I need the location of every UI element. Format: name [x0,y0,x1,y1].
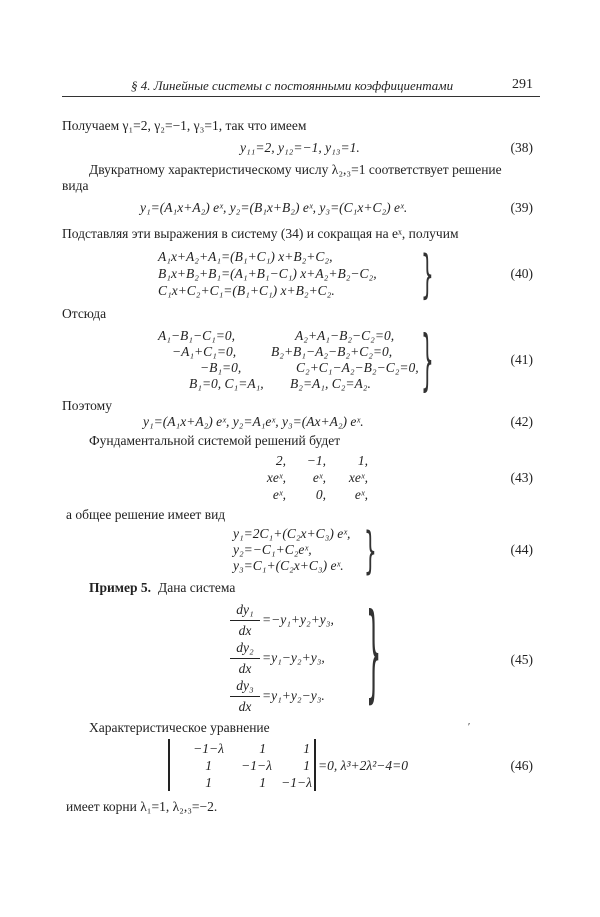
equation-42: y₁=(A₁x+A₂) eˣ, y₂=A₁eˣ, y₃=(Ax+A₂) eˣ. [143,414,364,429]
equation-number-45: (45) [510,652,533,667]
equation-41-left-4: B₁=0, C₁=A₁, [189,376,264,391]
equation-number-38: (38) [510,140,533,155]
eq43-r1c1: 2, [275,453,286,468]
equation-40-line-3: C₁x+C₂+C₁=(B₁+C₁) x+B₂+C₂. [158,283,335,298]
fraction-denominator: dx [238,699,252,714]
det-r2c3: 1 [303,758,310,773]
paragraph-5: Поэтому [62,398,112,413]
det-r1c1: −1−λ [193,741,224,756]
det-r2c1: 1 [205,758,212,773]
fraction-numerator: dy₃ [236,678,254,693]
eq43-r1c2: −1, [306,453,326,468]
eq43-r3c3: eˣ, [354,487,368,502]
paragraph-8: Характеристическое уравнение [89,720,270,735]
equation-number-46: (46) [510,758,533,773]
fraction-numerator: dy₂ [236,640,254,655]
paragraph-2: Двукратному характеристическому числу λ₂,₃=1 соответствует решение [89,162,502,177]
equation-41-right-4: B₂=A₁, C₂=A₂. [290,376,371,391]
equation-38: y₁₁=2, y₁₂=−1, y₁₃=1. [240,140,360,155]
eq43-r1c3: 1, [357,453,368,468]
fraction-dy3-dx [230,678,260,715]
paragraph-3: Подставляя эти выражения в систему (34) и сокращая на eˣ, получим [62,226,459,241]
equation-41-left-3: −B₁=0, [200,360,242,375]
fraction-denominator: dx [238,661,252,676]
equation-41-right-3: C₂+C₁−A₂−B₂−C₂=0, [296,360,419,375]
equation-41-left-1: A₁−B₁−C₁=0, [158,328,236,343]
det-r1c2: 1 [259,741,266,756]
equation-44-line-1: y₁=2C₁+(C₂x+C₃) eˣ, [233,526,351,541]
det-r3c2: 1 [259,775,266,790]
example-text: Дана система [158,580,236,595]
determinant-right-bar [314,739,316,791]
page-number: 291 [512,77,533,92]
equation-number-41: (41) [510,352,533,367]
equation-41-right-2: B₂+B₁−A₂−B₂+C₂=0, [271,344,393,359]
eq43-r3c1: eˣ, [272,487,286,502]
equation-41-right-1: A₂+A₁−B₂−C₂=0, [295,328,395,343]
paragraph-7: а общее решение имеет вид [66,507,226,522]
eq43-r2c3: xeˣ, [348,470,368,485]
equation-45-rhs-3: =y₁+y₂−y₃. [262,688,325,703]
equation-46-rhs: =0, λ³+2λ²−4=0 [318,758,408,773]
example-label: Пример 5. [89,580,151,595]
equation-45-rhs-1: =−y₁+y₂+y₃, [262,612,334,627]
det-r2c2: −1−λ [241,758,272,773]
right-brace-40: } [421,242,434,306]
fraction-dy1-dx [230,602,260,639]
equation-45-rhs-2: =y₁−y₂+y₃, [262,650,325,665]
running-header: § 4. Линейные системы с постоянными коэффициентами [131,78,454,93]
equation-number-44: (44) [510,542,533,557]
equation-41-left-2: −A₁+C₁=0, [172,344,237,359]
paragraph-9: имеет корни λ₁=1, λ₂,₃=−2. [66,799,218,814]
paragraph-2-cont: вида [62,178,89,193]
equation-number-40: (40) [510,266,533,281]
fraction-dy2-dx [230,640,260,677]
right-brace-44: } [364,520,377,580]
det-r1c3: 1 [303,741,310,756]
eq43-r3c2: 0, [315,487,326,502]
paragraph-6: Фундаментальной системой решений будет [89,433,341,448]
equation-number-43: (43) [510,470,533,485]
equation-44-line-2: y₂=−C₁+C₂eˣ, [233,542,312,557]
equation-40-line-1: A₁x+A₂+A₁=(B₁+C₁) x+B₂+C₂, [158,249,333,264]
eq43-r2c2: eˣ, [312,470,326,485]
eq43-r2c1: xeˣ, [266,470,286,485]
det-r3c3: −1−λ [281,775,312,790]
paragraph-4: Отсюда [62,306,107,321]
header-rule [62,96,540,97]
det-r3c1: 1 [205,775,212,790]
equation-40-line-2: B₁x+B₂+B₁=(A₁+B₁−C₁) x+A₂+B₂−C₂, [158,266,377,281]
fraction-numerator: dy₁ [236,602,254,617]
right-brace-41: } [421,319,434,399]
fraction-denominator: dx [238,623,252,638]
determinant-left-bar [168,739,170,791]
print-mark: ʹ [468,722,471,733]
equation-39: y₁=(A₁x+A₂) eˣ, y₂=(B₁x+B₂) eˣ, y₃=(C₁x+C₂) eˣ. [140,200,408,215]
equation-number-39: (39) [510,200,533,215]
paragraph-1: Получаем γ₁=2, γ₂=−1, γ₃=1, так что имеем [62,118,307,133]
equation-44-line-3: y₃=C₁+(C₂x+C₃) eˣ. [233,558,344,573]
equation-number-42: (42) [510,414,533,429]
right-brace-45: } [366,591,382,715]
